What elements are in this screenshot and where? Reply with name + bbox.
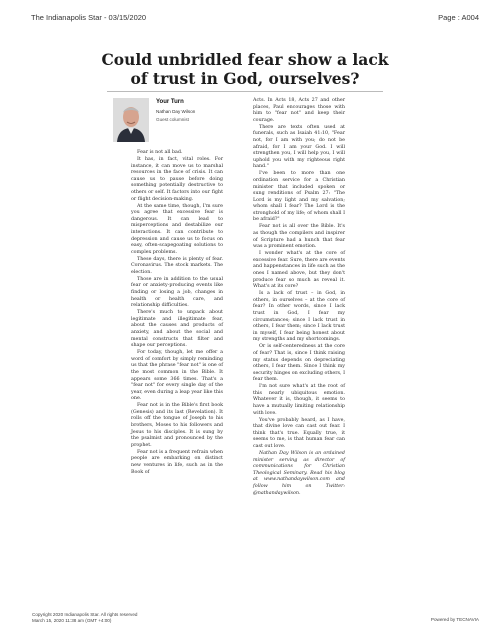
paragraph: There's much to unpack about legitimate and illegitimate fear, about the causes and products of anxiety, and about the social and mental constructs that filter and shape our perceptions.	[131, 310, 223, 349]
paragraph: I'm not sure what's at the root of this nearly ubiquitous emotion. Whatever it is, though, it seems to have a mutually limiting relationship with love.	[253, 384, 345, 416]
article-column-1	[131, 150, 223, 477]
paragraph: At the same time, though, I'm sure you agree that excessive fear is dangerous. It can lead to misperceptions and destabilize our interactions. It can contribute to depression and cause us to focus on easy, often-scapegoating solutions to complex problems.	[131, 203, 223, 255]
publication-title: The Indianapolis Star - 03/15/2020	[31, 13, 147, 22]
paragraph: There are texts often used at funerals, such as Isaiah 41:10, "Fear not, for I am with you; do not be afraid, for I am your God. I will strengthen you, I will help you, I will uphold you with my righteous right hand."	[253, 124, 345, 170]
paragraph: These days, there is plenty of fear. Coronavirus. The stock markets. The election.	[131, 256, 223, 275]
byline	[156, 98, 238, 123]
page-footer	[0, 608, 495, 640]
paragraph: I wonder what's at the core of excessive fear. Sure, there are events and happenstances in life such as the ones I named above, but they don't produce fear so much as reveal it. What's at its core?	[253, 251, 345, 290]
author-name: Nathan Day Wilson	[156, 109, 196, 114]
paragraph: Fear is not all bad.	[137, 150, 183, 155]
timestamp-text: March 15, 2020 11:38 am (GMT +4:00)	[32, 618, 112, 623]
column-kicker: Your Turn	[156, 99, 184, 105]
powered-by-text: Powered by TECNAVIA	[430, 617, 479, 622]
paragraph: Fear not is all over the Bible. It's as though the compilers and inspirer of Scripture had a hunch that fear was a prominent emotion.	[253, 224, 345, 250]
paragraph: I've been to more than one ordination service for a Christian minister that included spoken or sung renditions of Psalm 27: "The Lord is my light and my salvation; whom shall I fear? The Lord is the stronghold of my life; of whom shall I be afraid?"	[253, 171, 345, 223]
paragraph: You've probably heard, as I have, that divine love can cast out fear. I think that's true. Equally true, it seems to me, is that human fear can cast out love.	[253, 417, 345, 449]
headline-divider	[107, 91, 383, 92]
article-headline: Could unbridled fear show a lack of trust in God, ourselves?	[101, 50, 389, 88]
paragraph: Those are in addition to the usual fear or anxiety-producing events like finding or losing a job, changes in health or health care, and relationship difficulties.	[131, 276, 223, 309]
article-column-2	[253, 98, 345, 498]
author-photo-illustration	[113, 98, 149, 142]
page-number: Page : A004	[438, 13, 479, 22]
paragraph: It has, in fact, vital roles. For instance, it can move us to marshal resources in the face of crisis. It can cause us to pause before doing something potentially destructive to others or self. It factors into our fight or flight decision-making.	[131, 156, 223, 202]
page-header	[0, 0, 495, 24]
author-bio: Nathan Day Wilson is an ordained minister serving as director of communications for Christian Theological Seminary. Read his blog at www.nathandaywilson.com and follow him on Twitter: @nathandaywilson.	[253, 450, 345, 496]
author-photo	[113, 98, 149, 142]
paragraph: Acts. In Acts 18, Acts 27 and other places, Paul encourages those with him to "fear not" and keep their courage.	[253, 98, 345, 123]
paragraph: Or is self-centeredness at the core of fear? That is, since I think raising my status depends on depreciating others, I fear them. Since I think my security hinges on excluding others, I fear them.	[253, 344, 345, 383]
copyright-text: Copyright 2020 Indianapolis Star. All rights reserved	[32, 612, 138, 617]
author-role: Guest columnist	[156, 117, 189, 122]
paragraph: For today, though, let me offer a word of comfort by simply reminding us that the phrase "fear not" is one of the most common in the Bible. It appears some 366 times. That's a "fear not" for every single day of the year, even during a leap year like this one.	[131, 350, 223, 402]
article-page	[75, 34, 415, 594]
paragraph: Fear not is a frequent refrain when people are embarking on distinct new ventures in life, such as in the Book of	[131, 449, 223, 475]
paragraph: Fear not is in the Bible's first book (Genesis) and its last (Revelation). It rolls off the tongue of Joseph to his brothers, Moses to his followers and Jesus to his disciples. It is sung by the psalmist and pronounced by the prophet.	[131, 403, 223, 448]
paragraph: Is a lack of trust – in God, in others, in ourselves – at the core of fear? In other words, since I lack trust in God, I fear my circumstances; since I lack trust in others, I fear them; since I lack trust in myself, I fear being honest about my strengths and my shortcomings.	[253, 291, 345, 343]
